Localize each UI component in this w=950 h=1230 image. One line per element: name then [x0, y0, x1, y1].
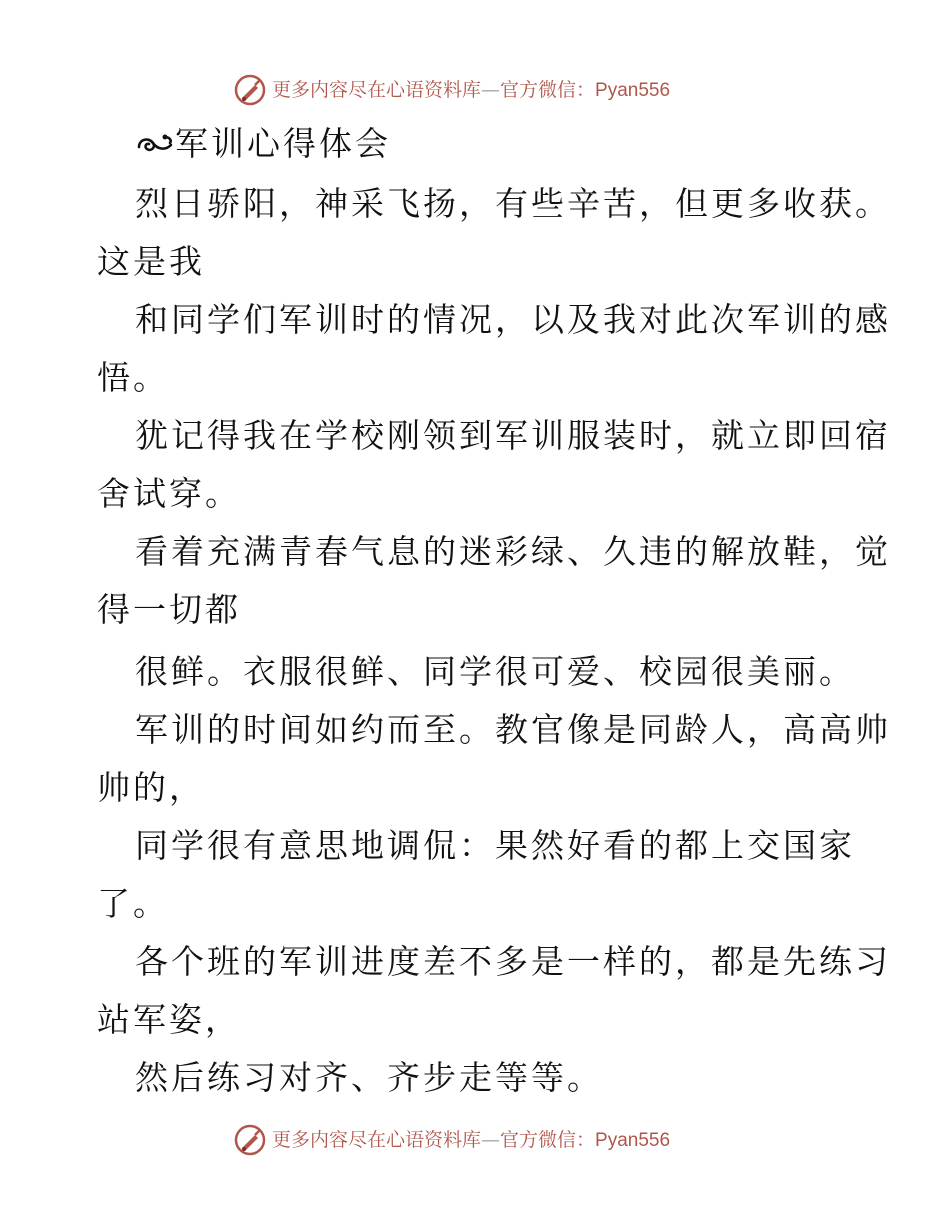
body-line: 犹记得我在学校刚领到军训服装时，就立即回宿 — [135, 416, 891, 455]
body-line: 各个班的军训进度差不多是一样的，都是先练习 — [135, 942, 891, 981]
banner-dash: — — [481, 1129, 501, 1151]
body-line: 舍试穿。 — [97, 474, 241, 513]
body-line: 看着充满青春气息的迷彩绿、久违的解放鞋，觉 — [135, 532, 891, 571]
body-line: 悟。 — [97, 358, 169, 397]
document-title: 军训心得体会 — [175, 124, 391, 163]
banner-suffix: 官方微信： — [500, 1129, 596, 1151]
pen-logo-icon — [233, 1123, 267, 1157]
body-line: 同学很有意思地调侃：果然好看的都上交国家 — [135, 826, 855, 865]
banner-text — [272, 77, 670, 104]
pen-logo-icon — [233, 73, 267, 107]
body-line: 得一切都 — [97, 590, 241, 629]
document-title-row — [135, 122, 391, 166]
footer-banner — [0, 1121, 950, 1161]
body-line: 了。 — [97, 884, 169, 923]
banner-dash: — — [481, 79, 501, 101]
banner-text — [272, 1127, 670, 1154]
body-line: 烈日骄阳，神采飞扬，有些辛苦，但更多收获。 — [135, 184, 891, 223]
body-line: 和同学们军训时的情况，以及我对此次军训的感 — [135, 300, 891, 339]
banner-suffix: 官方微信： — [500, 79, 596, 101]
body-line: 这是我 — [97, 242, 205, 281]
body-line: 军训的时间如约而至。教官像是同龄人，高高帅 — [135, 710, 891, 749]
body-line: 然后练习对齐、齐步走等等。 — [135, 1058, 603, 1097]
banner-wechat-id: Pyan556 — [595, 1130, 671, 1151]
body-line: 帅的， — [97, 768, 205, 807]
banner-wechat-id: Pyan556 — [595, 80, 671, 101]
fleuron-icon — [135, 129, 175, 159]
banner-prefix: 更多内容尽在心语资料库 — [272, 79, 482, 101]
header-banner — [0, 71, 950, 111]
body-line: 站军姿， — [97, 1000, 241, 1039]
body-line: 很鲜。衣服很鲜、同学很可爱、校园很美丽。 — [135, 652, 855, 691]
banner-prefix: 更多内容尽在心语资料库 — [272, 1129, 482, 1151]
